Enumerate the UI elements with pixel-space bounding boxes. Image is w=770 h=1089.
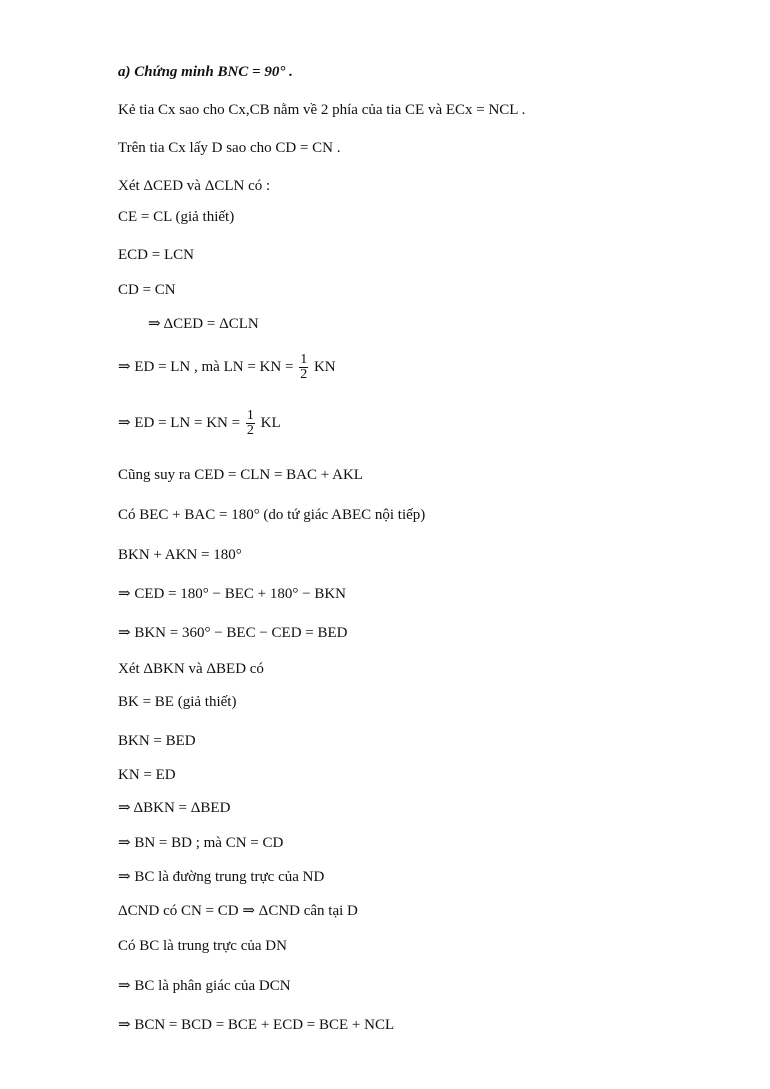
- fraction-denominator: 2: [246, 423, 254, 439]
- text-line: Kẻ tia Cx sao cho Cx,CB nằm về 2 phía của tia CE và ECx = NCL .: [118, 102, 526, 118]
- text-line: ⇒ BC là đường trung trực của ND: [118, 869, 325, 885]
- fraction-line-lead: ⇒ ED = LN , mà LN = KN =: [118, 359, 294, 375]
- text-line: CE = CL (giả thiết): [118, 209, 235, 225]
- text-line: ΔCND có CN = CD ⇒ ΔCND cân tại D: [118, 903, 358, 919]
- text-line: ⇒ BC là phân giác của DCN: [118, 978, 291, 994]
- part-a-heading: a) Chứng minh BNC = 90° .: [118, 64, 293, 80]
- text-line: ⇒ BKN = 360° − BEC − CED = BED: [118, 625, 348, 641]
- text-line: Xét ΔBKN và ΔBED có: [118, 661, 264, 677]
- fraction-numerator: 1: [300, 352, 308, 368]
- text-line: Có BC là trung trực của DN: [118, 938, 287, 954]
- text-line: Có BEC + BAC = 180° (do tứ giác ABEC nội tiếp): [118, 507, 426, 523]
- fraction-line: [118, 352, 336, 382]
- text-line: Xét ΔCED và ΔCLN có :: [118, 178, 271, 194]
- text-line: BKN = BED: [118, 733, 196, 749]
- fraction-line: [118, 408, 281, 438]
- text-line: ⇒ ΔBKN = ΔBED: [118, 800, 231, 816]
- text-line: ⇒ BCN = BCD = BCE + ECD = BCE + NCL: [118, 1017, 395, 1033]
- fraction-line-tail: KL: [260, 415, 281, 431]
- text-line: Trên tia Cx lấy D sao cho CD = CN .: [118, 140, 341, 156]
- fraction-line-lead: ⇒ ED = LN = KN =: [118, 415, 241, 431]
- fraction-numerator: 1: [246, 408, 254, 424]
- text-line: ⇒ ΔCED = ΔCLN: [148, 316, 259, 332]
- text-line: KN = ED: [118, 767, 176, 783]
- text-line: BK = BE (giả thiết): [118, 694, 237, 710]
- fraction-one-half: [299, 353, 308, 382]
- fraction-one-half: [246, 409, 255, 438]
- text-line: BKN + AKN = 180°: [118, 547, 242, 563]
- text-line: ECD = LCN: [118, 247, 194, 263]
- text-line: Cũng suy ra CED = CLN = BAC + AKL: [118, 467, 363, 483]
- fraction-line-tail: KN: [313, 359, 336, 375]
- text-line: CD = CN: [118, 282, 176, 298]
- fraction-denominator: 2: [300, 367, 308, 383]
- text-line: ⇒ BN = BD ; mà CN = CD: [118, 835, 284, 851]
- text-line: ⇒ CED = 180° − BEC + 180° − BKN: [118, 586, 346, 602]
